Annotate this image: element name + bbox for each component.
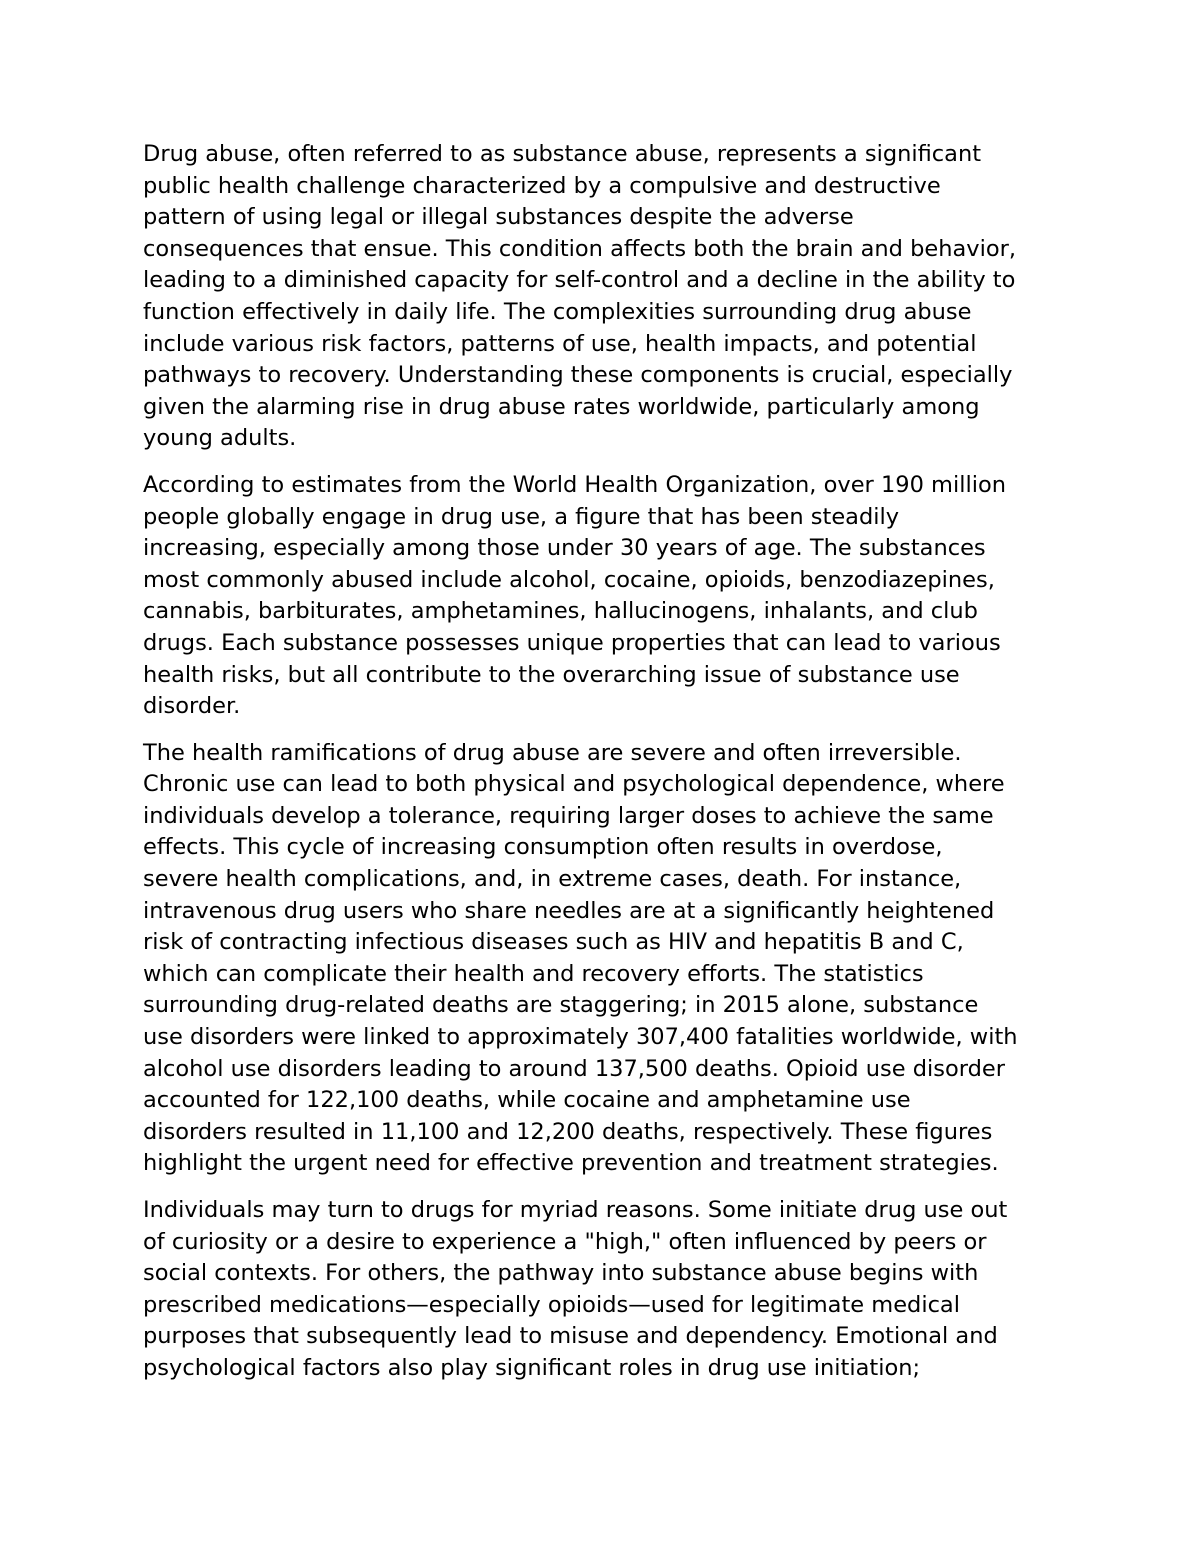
text-line: which can complicate their health and recovery efforts. The statistics <box>143 960 924 987</box>
text-line: intravenous drug users who share needles are at a significantly heightened <box>143 897 995 924</box>
text-line: risk of contracting infectious diseases such as HIV and hepatitis B and C, <box>143 929 964 956</box>
text-line: pattern of using legal or illegal substances despite the adverse <box>143 204 854 231</box>
text-line: purposes that subsequently lead to misuse and dependency. Emotional and <box>143 1323 998 1350</box>
text-line: health risks, but all contribute to the overarching issue of substance use <box>143 661 960 688</box>
document-body <box>143 139 1063 1400</box>
paragraph-3 <box>143 738 1063 1180</box>
text-line: alcohol use disorders leading to around 137,500 deaths. Opioid use disorder <box>143 1055 1005 1082</box>
text-line: severe health complications, and, in extreme cases, death. For instance, <box>143 866 962 893</box>
text-line: include various risk factors, patterns of use, health impacts, and potential <box>143 330 977 357</box>
text-line: disorders resulted in 11,100 and 12,200 deaths, respectively. These figures <box>143 1118 993 1145</box>
text-line: highlight the urgent need for effective prevention and treatment strategies. <box>143 1150 999 1177</box>
text-line: most commonly abused include alcohol, cocaine, opioids, benzodiazepines, <box>143 566 995 593</box>
text-line: leading to a diminished capacity for self-control and a decline in the ability to <box>143 267 1016 294</box>
text-line: use disorders were linked to approximately 307,400 fatalities worldwide, with <box>143 1024 1018 1051</box>
text-line: effects. This cycle of increasing consumption often results in overdose, <box>143 834 943 861</box>
text-line: Chronic use can lead to both physical and psychological dependence, where <box>143 771 1005 798</box>
text-line: drugs. Each substance possesses unique properties that can lead to various <box>143 629 1001 656</box>
text-line: individuals develop a tolerance, requiring larger doses to achieve the same <box>143 802 994 829</box>
text-line: Drug abuse, often referred to as substance abuse, represents a significant <box>143 141 982 167</box>
paragraph-1 <box>143 139 1063 455</box>
text-line: psychological factors also play significant roles in drug use initiation; <box>143 1354 921 1381</box>
text-line: Individuals may turn to drugs for myriad reasons. Some initiate drug use out <box>143 1197 1008 1223</box>
text-line: people globally engage in drug use, a figure that has been steadily <box>143 503 900 530</box>
text-line: public health challenge characterized by a compulsive and destructive <box>143 172 941 199</box>
text-line: given the alarming rise in drug abuse rates worldwide, particularly among <box>143 393 980 420</box>
text-line: pathways to recovery. Understanding these components is crucial, especially <box>143 362 1013 389</box>
paragraph-2 <box>143 470 1063 723</box>
text-line: disorder. <box>143 693 241 720</box>
text-line: According to estimates from the World Health Organization, over 190 million <box>143 471 1006 498</box>
paragraph-4 <box>143 1195 1063 1385</box>
text-line: young adults. <box>143 425 297 452</box>
text-line: function effectively in daily life. The complexities surrounding drug abuse <box>143 298 972 325</box>
text-line: prescribed medications—especially opioids—used for legitimate medical <box>143 1291 960 1318</box>
text-line: of curiosity or a desire to experience a "high," often influenced by peers or <box>143 1228 987 1255</box>
text-line: increasing, especially among those under 30 years of age. The substances <box>143 535 986 562</box>
text-line: cannabis, barbiturates, amphetamines, hallucinogens, inhalants, and club <box>143 598 978 625</box>
text-line: social contexts. For others, the pathway into substance abuse begins with <box>143 1260 979 1287</box>
text-line: accounted for 122,100 deaths, while cocaine and amphetamine use <box>143 1087 911 1114</box>
text-line: surrounding drug-related deaths are staggering; in 2015 alone, substance <box>143 992 979 1019</box>
text-line: consequences that ensue. This condition affects both the brain and behavior, <box>143 235 1017 262</box>
text-line: The health ramifications of drug abuse are severe and often irreversible. <box>143 739 962 766</box>
